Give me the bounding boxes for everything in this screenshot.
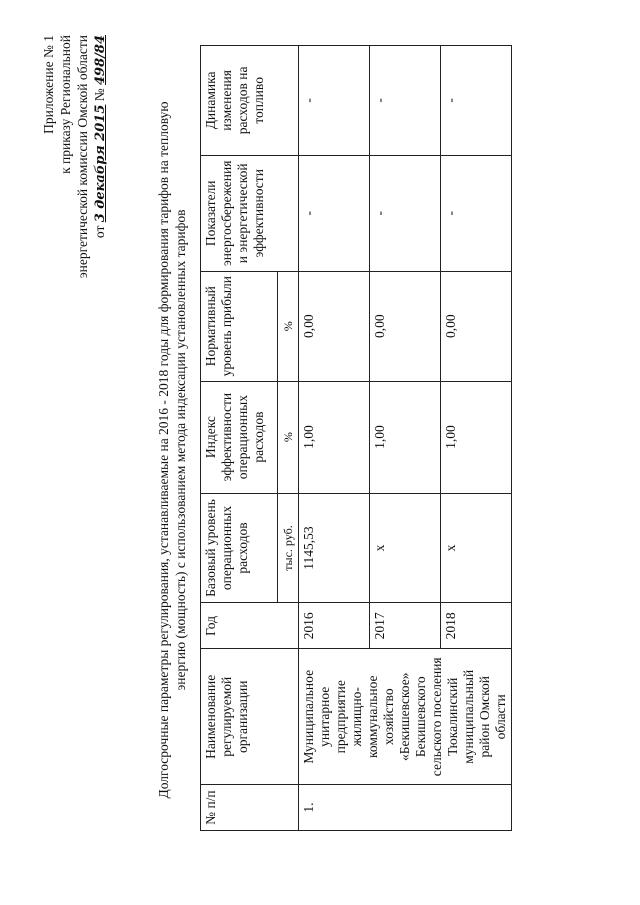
appendix-commission: энергетической комиссии Омской области bbox=[75, 35, 90, 279]
table-header-row bbox=[201, 46, 278, 831]
table-row bbox=[299, 46, 370, 831]
year-cell: 2016 bbox=[299, 603, 370, 649]
appendix-header bbox=[40, 35, 109, 385]
handwritten-number: 498/84 bbox=[93, 35, 108, 85]
year-cell: 2017 bbox=[370, 603, 441, 649]
header-year: Год bbox=[201, 603, 299, 649]
document-title bbox=[155, 20, 189, 880]
header-fuel-dynamics: Динамика изменения расходов на топливо bbox=[201, 46, 299, 156]
appendix-date-line bbox=[91, 35, 109, 385]
fuel-cell: - bbox=[441, 46, 512, 156]
index-cell: 1,00 bbox=[370, 381, 441, 493]
appendix-from-label: от bbox=[92, 225, 107, 239]
unit-profit: % bbox=[278, 271, 299, 381]
energy-cell: - bbox=[370, 155, 441, 271]
profit-cell: 0,00 bbox=[441, 271, 512, 381]
parameters-table bbox=[200, 45, 512, 831]
base-cell: 1145,53 bbox=[299, 493, 370, 603]
appendix-order-ref: к приказу Региональной bbox=[58, 35, 73, 174]
profit-cell: 0,00 bbox=[299, 271, 370, 381]
header-efficiency-index: Индекс эффективности операционных расходов bbox=[201, 381, 278, 493]
base-cell: x bbox=[441, 493, 512, 603]
header-energy-saving: Показатели энергосбережения и энергетической эффективности bbox=[201, 155, 299, 271]
header-organization: Наименование регулируемой организации bbox=[201, 649, 299, 785]
fuel-cell: - bbox=[370, 46, 441, 156]
number-sign: № bbox=[92, 88, 107, 102]
document-title-line1: Долгосрочные параметры регулирования, устанавливаемые на 2016 - 2018 годы для формирования тарифов на тепловую bbox=[156, 101, 171, 799]
unit-base: тыс. руб. bbox=[278, 493, 299, 603]
year-cell: 2018 bbox=[441, 603, 512, 649]
index-cell: 1,00 bbox=[441, 381, 512, 493]
unit-index: % bbox=[278, 381, 299, 493]
appendix-title: Приложение № 1 bbox=[41, 35, 56, 134]
organization-name: Муниципальное унитарное предприятие жилищно-коммунальное хозяйство «Бекишевское» Бекишевского сельского поселения Тюкалинский муниципальный район Омской области bbox=[299, 649, 512, 785]
energy-cell: - bbox=[299, 155, 370, 271]
header-profit-level: Нормативный уровень прибыли bbox=[201, 271, 278, 381]
energy-cell: - bbox=[441, 155, 512, 271]
handwritten-date: 3 декабря 2015 bbox=[93, 104, 108, 223]
profit-cell: 0,00 bbox=[370, 271, 441, 381]
header-base-level: Базовый уровень операционных расходов bbox=[201, 493, 278, 603]
header-num: № п/п bbox=[201, 785, 299, 831]
index-cell: 1,00 bbox=[299, 381, 370, 493]
row-number: 1. bbox=[299, 785, 512, 831]
document-title-line2: энергию (мощность) с использованием метода индексации установленных тарифов bbox=[173, 209, 188, 691]
fuel-cell: - bbox=[299, 46, 370, 156]
base-cell: x bbox=[370, 493, 441, 603]
